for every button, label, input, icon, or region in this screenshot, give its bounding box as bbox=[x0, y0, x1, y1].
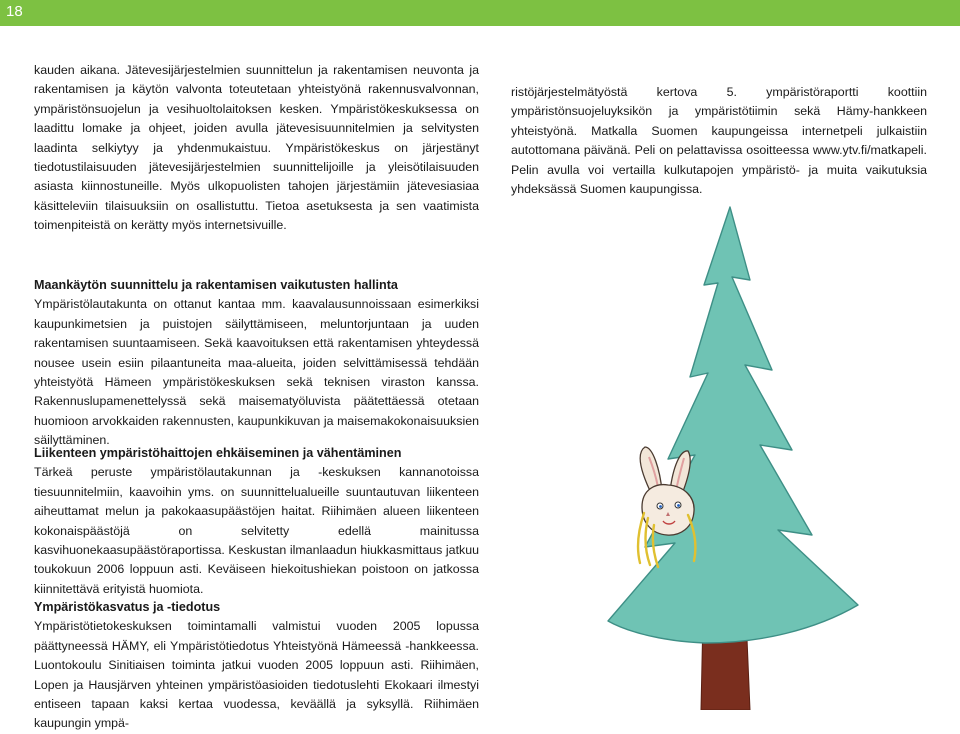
intro-column bbox=[34, 61, 479, 236]
tree-body bbox=[608, 207, 858, 643]
right-column bbox=[511, 83, 927, 199]
section-heading: Liikenteen ympäristöhaittojen ehkäiseminen ja vähentäminen bbox=[34, 446, 402, 460]
section-heading: Ympäristökasvatus ja -tiedotus bbox=[34, 600, 221, 614]
section-land-use bbox=[34, 276, 479, 451]
section-traffic bbox=[34, 444, 479, 599]
right-column-paragraph: ristöjärjestelmätyöstä kertova 5. ympäristöraportti koottiin ympäristönsuojeluyksikön ja ympäristötiimin sekä Hämy-hankkeen yhteistyönä. Matkalla Suomen kaupungeissa internetpeli julkaistiin autottomana päivänä. Peli on pelattavissa osoitteessa www.ytv.fi/matkapeli. Pelin avulla voi vertailla kulkutapojen ympäristö- ja muita vaikutuksia yhdeksässä Suomen kaupungissa. bbox=[511, 85, 927, 197]
intro-paragraph: kauden aikana. Jätevesijärjestelmien suunnittelun ja rakentamisen neuvonta ja rakentamisen ja käytön valvonta toteutetaan yhteistyönä rakennusvalvonnan, ympäristönsuojelun ja vesihuoltolaitoksen kesken. Ympäristökeskuksessa on laadittu lomake ja ohjeet, joiden avulla jätevesisuunnitelmien ja selvitysten laadinta selkiytyy ja yhdenmukaistuu. Ympäristökeskus on järjestänyt tiedotustilaisuuden jätevesijärjestelmien suunnittelijoille ja yleisötilaisuuden asiasta kiinnostuneille. Myös ulkopuolisten tahojen järjestämiin jätevesiasiaa käsitteleviin tilaisuuksiin on osallistuttu. Tietoa asetuksesta ja sen vaatimista toimenpiteistä on kerätty myös internetsivuille. bbox=[34, 63, 479, 233]
section-body: Ympäristölautakunta on ottanut kantaa mm. kaavalausunnoissaan esimerkiksi kaupunkimetsien ja puistojen säilyttämiseen, meluntorjuntaan ja uuden rakentamisen suuntaamiseen. Sekä kaavoituksen että rakentamisen yhteydessä nousee usein esiin pilaantuneita maa-alueita, joiden selvittämisessä tehdään yhteistyötä Hämeen ympäristökeskuksen sekä teknisen viraston kanssa. Rakennuslupamenettelyssä sekä maisematyöluvista päätettäessä otetaan huomioon arvokkaiden rakennusten, kaupunkikuvan ja maisemakokonaisuuksien säilyttäminen. bbox=[34, 297, 479, 448]
header-bar bbox=[0, 0, 960, 26]
section-environmental-education bbox=[34, 598, 479, 734]
page-number: 18 bbox=[6, 3, 23, 20]
hare-face bbox=[642, 485, 694, 535]
section-body: Tärkeä peruste ympäristölautakunnan ja -keskuksen kannanotoissa tiesuunnitelmiin, kaavoihin yms. on suunnittelualueille suuntautuvan liikenteen aiheuttamat melun ja pakokaasupäästöjen haitat. Riihimäen alueen liikenteen kokonaispäästöjä on selvitetty edellä mainitussa kasvihuonekaasupäästöraportissa. Keskustan ilmanlaadun hiukkasmittaus jatkuu toukokuun 2006 loppuun asti. Keväiseen hiekoitushiekan poistoon on jatkossa kiinnitettävä erityistä huomiota. bbox=[34, 465, 479, 596]
section-body: Ympäristötietokeskuksen toimintamalli valmistui vuoden 2005 lopussa päättyneessä HÄMY, eli Ympäristötiedotus Yhteistyönä Hämeessä -hankkeessa. Luontokoulu Sinitiaisen toiminta jatkui vuoden 2005 loppuun asti. Riihimäen, Lopen ja Hausjärven yhteinen ympäristöasioiden tiedotuslehti Ekokaari ilmestyi entiseen tapaan kaksi kertaa vuodessa, keväällä ja syksyllä. Riihimäen kaupungin ympä- bbox=[34, 619, 479, 731]
tree-drawing-illustration bbox=[600, 185, 890, 710]
section-heading: Maankäytön suunnittelu ja rakentamisen vaikutusten hallinta bbox=[34, 278, 398, 292]
